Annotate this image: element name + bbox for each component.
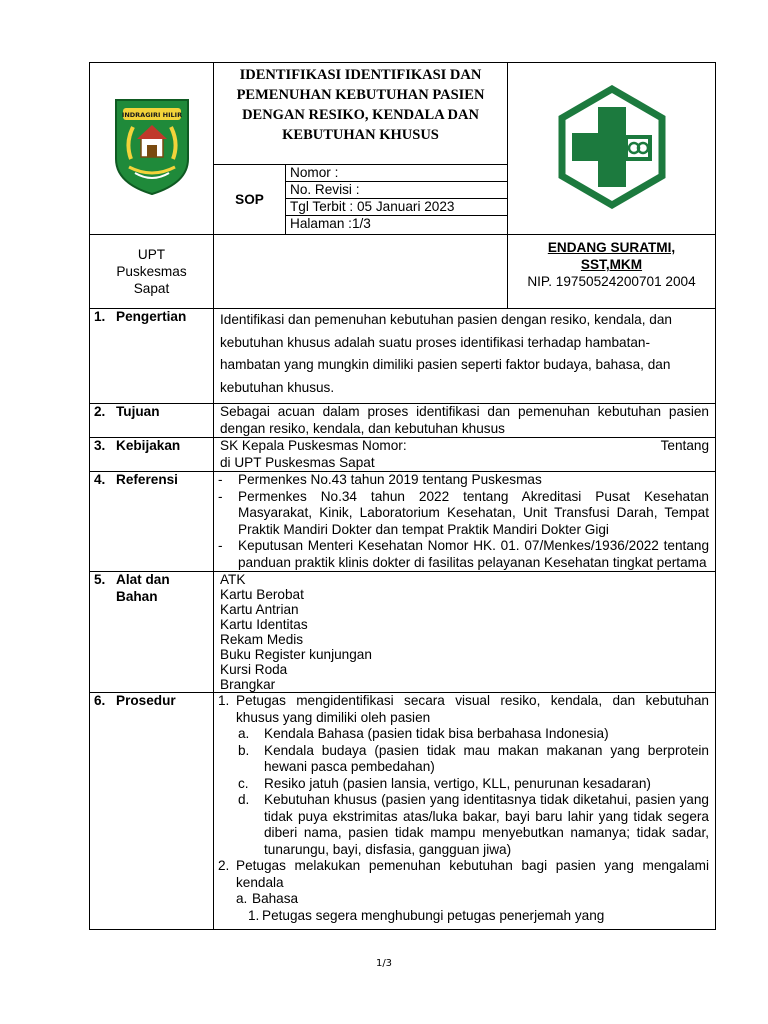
org-line1: UPT [137, 247, 166, 262]
section-kebijakan-text: SK Kepala Puskesmas Nomor: Tentang di UPT Puskesmas Sapat [214, 438, 716, 472]
meta-halaman: Halaman :1/3 [290, 216, 371, 231]
list-item: Kursi Roda [220, 662, 288, 677]
list-item: 1. Petugas mengidentifikasi secara visual resiko, kendala, dan kebutuhan khusus yang dimiliki oleh pasien [218, 693, 709, 725]
sop-document [89, 62, 715, 930]
list-item: Kartu Berobat [220, 587, 304, 602]
emblem-text: INDRAGIRI HILIR [121, 111, 182, 119]
list-item: Rekam Medis [220, 632, 304, 647]
sop-label: SOP [214, 165, 286, 235]
document-title: IDENTIFIKASI IDENTIFIKASI DAN PEMENUHAN KEBUTUHAN PASIEN DENGAN RESIKO, KENDALA DAN KEBUTUHAN KHUSUS [214, 63, 508, 165]
org-line3: Sapat [133, 281, 170, 296]
list-item: - Permenkes No.34 tahun 2022 tentang Akreditasi Pusat Kesehatan Masyarakat, Kinik, Laboratorium Kesehatan, Unit Transfusi Darah, Tempat Praktik Mandiri Dokter dan tempat Praktik Mandiri Dokter Gigi [218, 489, 709, 539]
indragiri-hilir-emblem-icon [111, 97, 193, 197]
list-item: 2. Petugas melakukan pemenuhan kebutuhan bagi pasien yang mengalami kendala [218, 858, 709, 890]
body-table [89, 308, 716, 930]
section-kebijakan-label: 3. Kebijakan [90, 438, 214, 472]
list-item: a. Kendala Bahasa (pasien tidak bisa berbahasa Indonesia) [238, 726, 609, 741]
section-pengertian-text: Identifikasi dan pemenuhan kebutuhan pasien dengan resiko, kendala, dan kebutuhan khusus adalah suatu proses identifikasi terhadap hambatan-hambatan yang mungkin dimiliki pasien seperti faktor budaya, bahasa, dan kebutuhan khusus. [214, 309, 716, 404]
list-item: Kartu Antrian [220, 602, 299, 617]
list-item: ATK [220, 572, 246, 587]
list-item: 1. Petugas segera menghubungi petugas penerjemah yang [248, 907, 605, 923]
empty-cell [214, 235, 508, 309]
section-alat-list [214, 572, 716, 693]
puskesmas-logo-icon [550, 85, 674, 209]
section-alat-label: 5. Alat dan Bahan [90, 572, 214, 693]
org-line2: Puskesmas [116, 264, 187, 279]
section-tujuan-text: Sebagai acuan dalam proses identifikasi dan pemenuhan kebutuhan pasien dengan resiko, kendala, dan kebutuhan khusus [214, 404, 716, 438]
signer-name: ENDANG SURATMI, SST,MKM [547, 240, 676, 272]
signer-cell [508, 235, 716, 309]
logo-right-cell [508, 63, 716, 235]
section-prosedur-label: 6. Prosedur [90, 693, 214, 930]
logo-left-cell [90, 63, 214, 235]
section-tujuan-label: 2. Tujuan [90, 404, 214, 438]
list-item: Kartu Identitas [220, 617, 308, 632]
list-item: b. Kendala budaya (pasien tidak mau makan makanan yang berprotein hewani pasca pembedahan) [238, 742, 709, 774]
list-item: Buku Register kunjungan [220, 647, 372, 662]
list-item: - Permenkes No.43 tahun 2019 tentang Puskesmas [218, 472, 709, 489]
page-number: 1/3 [375, 958, 393, 969]
meta-tgl-terbit: Tgl Terbit : 05 Januari 2023 [286, 199, 507, 216]
signer-nip: NIP. 19750524200701 2004 [527, 274, 696, 289]
section-prosedur-text [214, 693, 716, 930]
document-meta [286, 165, 508, 235]
list-item: - Keputusan Menteri Kesehatan Nomor HK. 01. 07/Menkes/1936/2022 tentang panduan praktik klinis dokter di fasilitas pelayanan Kesehatan tingkat pertama [218, 538, 709, 571]
section-referensi-label: 4. Referensi [90, 472, 214, 572]
list-item: d. Kebutuhan khusus (pasien yang identitasnya tidak diketahui, pasien yang tidak puya ekstrimitas atas/luka bakar, bayi baru lahir yang tidak segera diberi nama, pasien tidak mampu menyebutkan namanya; tidak sadar, tunarungu, bayi, disfasia, gangguan jiwa) [238, 792, 709, 857]
section-pengertian-label: 1. Pengertian [90, 309, 214, 404]
list-item: a. Bahasa [236, 891, 299, 906]
list-item: c. Resiko jatuh (pasien lansia, vertigo, KLL, penurunan kesadaran) [238, 775, 651, 791]
meta-nomor: Nomor : [286, 165, 507, 182]
section-referensi-list [214, 472, 716, 572]
organization-cell [90, 235, 214, 309]
meta-revisi: No. Revisi : [286, 182, 507, 199]
list-item: Brangkar [220, 677, 276, 692]
header-table [89, 62, 716, 309]
